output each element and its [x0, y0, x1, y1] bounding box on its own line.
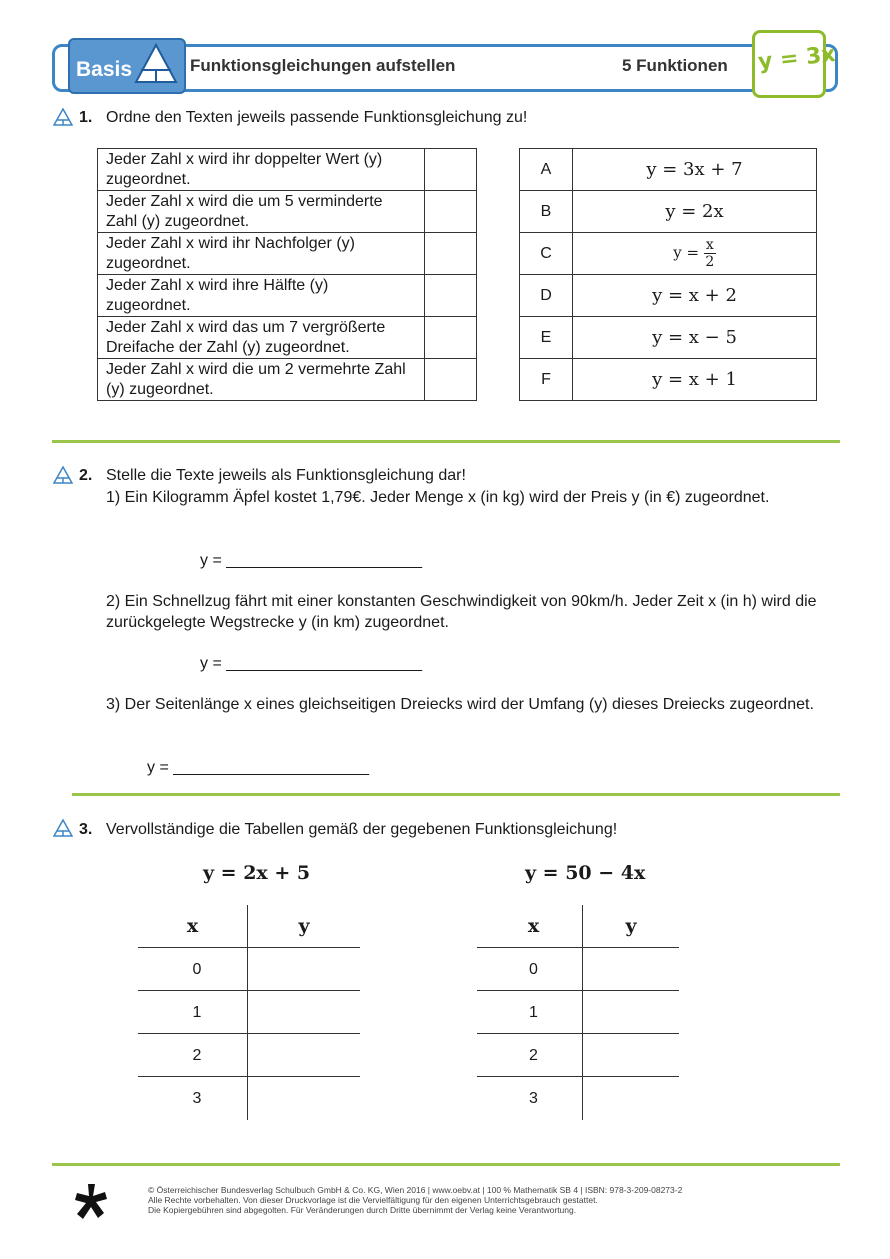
- task2-item-3: 3) Der Seitenlänge x eines gleichseitigen Dreiecks wird der Umfang (y) dieses Dreiecks zugeordnet.: [106, 696, 814, 713]
- answer-line[interactable]: y = ______________________: [147, 759, 369, 776]
- task3-number: 3.: [79, 821, 93, 838]
- task1-text-6: Jeder Zahl x wird die um 2 vermehrte Zahl (y) zugeordnet.: [98, 359, 425, 401]
- option-equation: y = 2x: [573, 191, 817, 233]
- answer-cell[interactable]: [425, 359, 477, 401]
- footer-line-2: Alle Rechte vorbehalten. Von dieser Druckvorlage ist die Vervielfältigung für den eigenen Unterrichtsgebrauch gestattet.: [148, 1195, 598, 1205]
- task1-instruction: Ordne den Texten jeweils passende Funktionsgleichung zu!: [106, 109, 528, 126]
- column-header-y: y: [298, 915, 310, 937]
- task1-text-table: [97, 148, 477, 401]
- option-letter: E: [520, 317, 573, 359]
- footer-line-1: © Österreichischer Bundesverlag Schulbuch GmbH & Co. KG, Wien 2016 | www.oebv.at | 100 % Mathematik SB 4 | ISBN: 978-3-209-08273-2: [148, 1185, 683, 1195]
- footer-line-3: Die Kopiergebühren sind abgegolten. Für Veränderungen durch Dritte übernimmt der Verlag keine Verantwortung.: [148, 1205, 577, 1215]
- x-value: 3: [192, 1090, 202, 1107]
- answer-cell[interactable]: [425, 191, 477, 233]
- chapter-label: 5 Funktionen: [622, 56, 728, 75]
- task1-equation-table: [519, 148, 817, 401]
- answer-line[interactable]: y = ______________________: [200, 552, 422, 569]
- column-header-x: x: [527, 915, 540, 937]
- table2-equation: y = 50 − 4x: [525, 862, 646, 884]
- x-value: 0: [529, 961, 538, 978]
- option-letter: C: [520, 233, 573, 275]
- section-divider: [52, 440, 840, 443]
- task1-number: 1.: [79, 109, 93, 126]
- task1-text-2: Jeder Zahl x wird die um 5 verminderte Zahl (y) zugeordnet.: [98, 191, 425, 233]
- x-value: 2: [529, 1047, 538, 1064]
- x-value: 2: [192, 1047, 202, 1064]
- option-equation: y = x − 5: [573, 317, 817, 359]
- task3-instruction: Vervollständige die Tabellen gemäß der gegebenen Funktionsgleichung!: [106, 821, 618, 838]
- column-header-x: x: [186, 915, 199, 937]
- option-letter: D: [520, 275, 573, 317]
- page-title: Funktionsgleichungen aufstellen: [190, 56, 456, 75]
- task2-item-2: 2) Ein Schnellzug fährt mit einer konstanten Geschwindigkeit von 90km/h. Jeder Zeit x (in h) wird die zurückgelegte Wegstrecke y (in km) zugeordnet.: [106, 593, 817, 631]
- answer-line[interactable]: y = ______________________: [200, 655, 422, 672]
- triangle-logo-icon: [134, 42, 178, 86]
- fraction-numerator: x: [705, 237, 714, 253]
- basis-label: Basis: [76, 58, 133, 81]
- fraction-prefix: y =: [673, 243, 700, 262]
- fraction-denominator: 2: [705, 254, 715, 270]
- option-letter: B: [520, 191, 573, 233]
- task1-text-1: Jeder Zahl x wird ihr doppelter Wert (y) zugeordnet.: [98, 149, 425, 191]
- option-equation-fraction: [573, 233, 817, 275]
- option-letter: F: [520, 359, 573, 401]
- answer-cell[interactable]: [425, 275, 477, 317]
- footer-divider: [52, 1163, 840, 1166]
- stamp-text: y = 3x: [756, 42, 837, 75]
- answer-cell[interactable]: [425, 233, 477, 275]
- task-level-icon: [53, 819, 73, 837]
- section-divider: [72, 793, 840, 796]
- answer-cell[interactable]: [425, 149, 477, 191]
- task2-item-1: 1) Ein Kilogramm Äpfel kostet 1,79€. Jeder Menge x (in kg) wird der Preis y (in €) zugeordnet.: [106, 489, 770, 506]
- option-letter: A: [520, 149, 573, 191]
- answer-cell[interactable]: [425, 317, 477, 359]
- option-equation: y = x + 1: [573, 359, 817, 401]
- publisher-logo-icon: [72, 1182, 110, 1222]
- column-header-y: y: [625, 915, 637, 937]
- x-value: 0: [192, 961, 202, 978]
- option-equation: y = 3x + 7: [573, 149, 817, 191]
- value-table-1: [138, 905, 360, 1120]
- task1-text-3: Jeder Zahl x wird ihr Nachfolger (y) zugeordnet.: [98, 233, 425, 275]
- task1-text-4: Jeder Zahl x wird ihre Hälfte (y) zugeordnet.: [98, 275, 425, 317]
- task-level-icon: [53, 108, 73, 126]
- x-value: 1: [192, 1004, 202, 1021]
- x-value: 1: [529, 1004, 538, 1021]
- task1-text-5: Jeder Zahl x wird das um 7 vergrößerte Dreifache der Zahl (y) zugeordnet.: [98, 317, 425, 359]
- task2-number: 2.: [79, 467, 93, 484]
- footer-copyright: [148, 1185, 848, 1215]
- table1-equation: y = 2x + 5: [203, 862, 311, 884]
- task2-instruction: Stelle die Texte jeweils als Funktionsgleichung dar!: [106, 467, 466, 484]
- x-value: 3: [529, 1090, 538, 1107]
- task-level-icon: [53, 466, 73, 484]
- value-table-2: [477, 905, 679, 1120]
- option-equation: y = x + 2: [573, 275, 817, 317]
